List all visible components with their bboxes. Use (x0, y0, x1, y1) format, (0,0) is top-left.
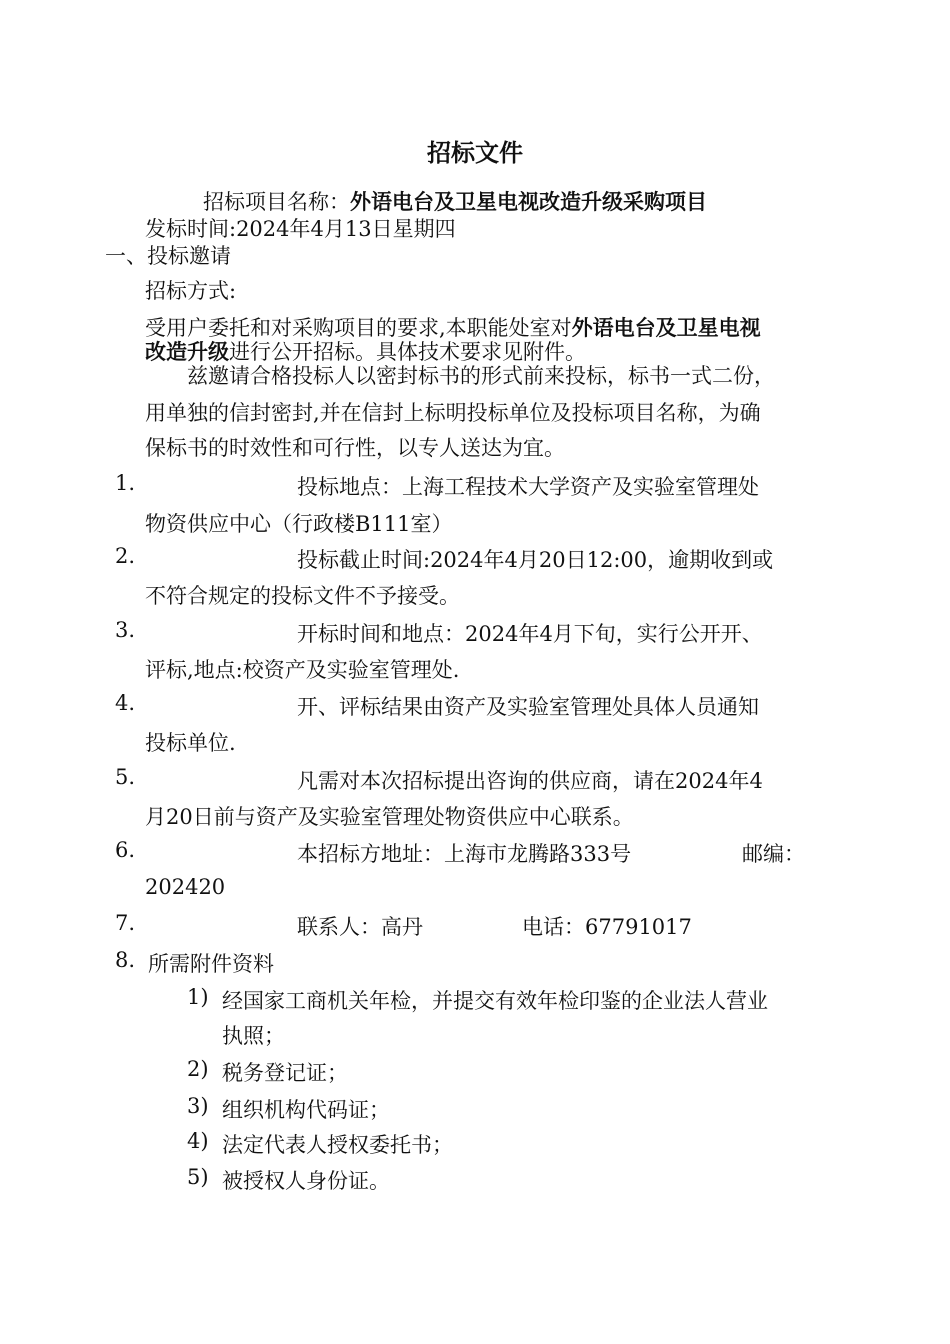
invitation-line-2: 用单独的信封密封,并在信封上标明投标单位及投标项目名称，为确 (145, 401, 761, 425)
item-text: 投标截止时间:2024年4月20日12:00，逾期收到或 (297, 548, 774, 572)
item-text: 凡需对本次招标提出咨询的供应商，请在2024年4 (297, 769, 763, 793)
item-number: 4. (115, 691, 136, 715)
sub-item-text: 被授权人身份证。 (222, 1169, 390, 1193)
sub-item-number: 4) (187, 1129, 209, 1153)
sub-item-number: 5) (187, 1165, 209, 1189)
project-name-label: 招标项目名称： (203, 190, 350, 214)
item-text-continued: 投标单位. (145, 731, 236, 755)
invitation-line-1: 兹邀请合格投标人以密封标书的形式前来投标，标书一式二份， (187, 364, 775, 388)
sub-item-text: 组织机构代码证； (222, 1098, 390, 1122)
item-text-continued: 评标,地点:校资产及实验室管理处. (145, 658, 460, 682)
tender-method-label: 招标方式: (145, 279, 237, 303)
sub-item-number: 3) (187, 1094, 209, 1118)
intro-suffix: 进行公开招标。具体技术要求见附件。 (229, 340, 586, 364)
document-title: 招标文件 (427, 139, 523, 167)
item-text: 开标时间和地点：2024年4月下旬，实行公开开、 (297, 622, 763, 646)
invitation-line-3: 保标书的时效性和可行性，以专人送达为宜。 (145, 436, 565, 460)
contact-person: 联系人：高丹 (297, 915, 423, 939)
sub-item-text: 经国家工商机关年检，并提交有效年检印鉴的企业法人营业 (222, 989, 768, 1013)
item-text: 开、评标结果由资产及实验室管理处具体人员通知 (297, 695, 759, 719)
item-number: 3. (115, 618, 136, 642)
postcode-label: 邮编： (742, 842, 805, 866)
project-name-line (203, 186, 707, 216)
contact-phone: 电话：67791017 (522, 915, 692, 939)
item-text-continued: 月20日前与资产及实验室管理处物资供应中心联系。 (145, 805, 634, 829)
sub-item-number: 2) (187, 1057, 209, 1081)
intro-project-bold-2: 改造升级 (145, 340, 229, 364)
item-number: 2. (115, 544, 136, 568)
item-text-continued: 物资供应中心（行政楼B111室） (145, 512, 453, 536)
item-number: 5. (115, 765, 136, 789)
item-number: 6. (115, 838, 136, 862)
item-number: 8. (115, 948, 136, 972)
sub-item-number: 1) (187, 985, 209, 1009)
item-text-continued: 不符合规定的投标文件不予接受。 (145, 584, 460, 608)
sub-item-text: 税务登记证； (222, 1061, 348, 1085)
sub-item-text-continued: 执照； (222, 1024, 285, 1048)
item-number: 1. (115, 471, 136, 495)
sub-item-text: 法定代表人授权委托书； (222, 1133, 453, 1157)
item-number: 7. (115, 911, 136, 935)
attachments-heading: 所需附件资料 (148, 952, 274, 976)
address-text: 本招标方地址：上海市龙腾路333号 (297, 842, 632, 866)
section-heading-invitation: 一、投标邀请 (105, 244, 231, 268)
intro-project-bold-1: 外语电台及卫星电视 (571, 316, 761, 340)
item-text: 投标地点：上海工程技术大学资产及实验室管理处 (297, 475, 759, 499)
postcode-value: 202420 (145, 875, 226, 899)
project-name-value: 外语电台及卫星电视改造升级采购项目 (350, 190, 707, 214)
intro-prefix: 受用户委托和对采购项目的要求,本职能处室对 (145, 316, 572, 340)
issue-date: 发标时间:2024年4月13日星期四 (145, 217, 456, 241)
